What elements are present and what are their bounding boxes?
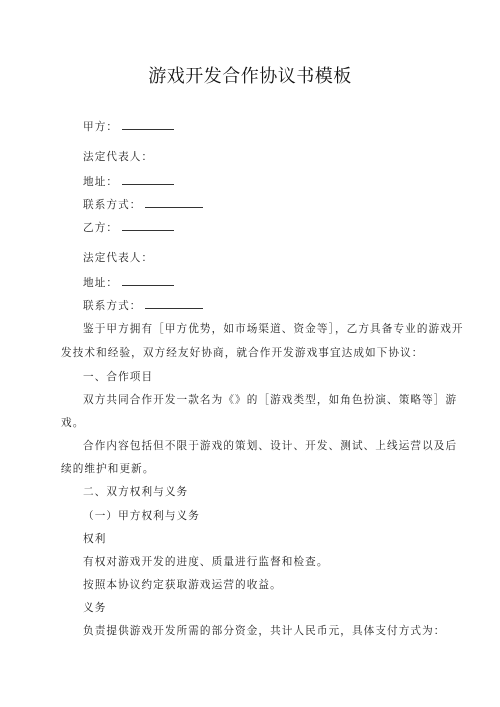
s1-paragraph-1-line-1: 双方共同合作开发一款名为《》的［游戏类型，如角色扮演、策略等］游 bbox=[83, 394, 458, 406]
address-b-blank[interactable] bbox=[122, 274, 174, 286]
contact-b-line bbox=[83, 297, 203, 313]
party-a-line bbox=[83, 118, 174, 134]
legal-rep-a-line bbox=[83, 149, 153, 164]
subsection-a-heading: （一）甲方权利与义务 bbox=[83, 510, 200, 522]
s1-paragraph-1-line-2: 戏。 bbox=[61, 417, 85, 429]
address-a-blank[interactable] bbox=[122, 173, 174, 185]
right-item-1: 有权对游戏开发的进度、质量进行监督和检查。 bbox=[83, 556, 329, 568]
duty-item-1: 负责提供游戏开发所需的部分资金，共计人民币元，具体支付方式为： bbox=[83, 625, 446, 637]
address-a-label: 地址： bbox=[83, 176, 119, 188]
address-a-line bbox=[83, 173, 174, 189]
legal-rep-a-label: 法定代表人： bbox=[83, 151, 154, 163]
legal-rep-b-line bbox=[83, 250, 153, 265]
contact-b-label: 联系方式： bbox=[83, 300, 142, 312]
party-b-label: 乙方： bbox=[83, 222, 119, 234]
address-b-label: 地址： bbox=[83, 277, 119, 289]
right-item-2: 按照本协议约定获取游戏运营的收益。 bbox=[83, 579, 282, 591]
section-2-heading: 二、双方权利与义务 bbox=[83, 486, 189, 498]
s1-paragraph-2-line-2: 续的维护和更新。 bbox=[61, 463, 155, 475]
party-b-line bbox=[83, 219, 174, 235]
duties-label: 义务 bbox=[83, 602, 107, 614]
address-b-line bbox=[83, 274, 174, 290]
preamble-line-2: 发技术和经验，双方经友好协商，就合作开发游戏事宜达成如下协议： bbox=[61, 347, 424, 359]
contact-a-blank[interactable] bbox=[145, 196, 203, 208]
party-a-label: 甲方： bbox=[83, 121, 119, 133]
section-1-heading: 一、合作项目 bbox=[83, 371, 154, 383]
contact-b-blank[interactable] bbox=[145, 297, 203, 309]
preamble-line-1: 鉴于甲方拥有［甲方优势，如市场渠道、资金等］，乙方具备专业的游戏开 bbox=[83, 323, 464, 335]
contact-a-line bbox=[83, 196, 203, 212]
s1-paragraph-2-line-1: 合作内容包括但不限于游戏的策划、设计、开发、测试、上线运营以及后 bbox=[83, 440, 458, 452]
rights-label: 权利 bbox=[83, 533, 107, 545]
legal-rep-b-label: 法定代表人： bbox=[83, 252, 154, 264]
party-a-blank[interactable] bbox=[122, 118, 174, 130]
document-title: 游戏开发合作协议书模板 bbox=[148, 66, 352, 87]
party-b-blank[interactable] bbox=[122, 219, 174, 231]
contact-a-label: 联系方式： bbox=[83, 199, 142, 211]
